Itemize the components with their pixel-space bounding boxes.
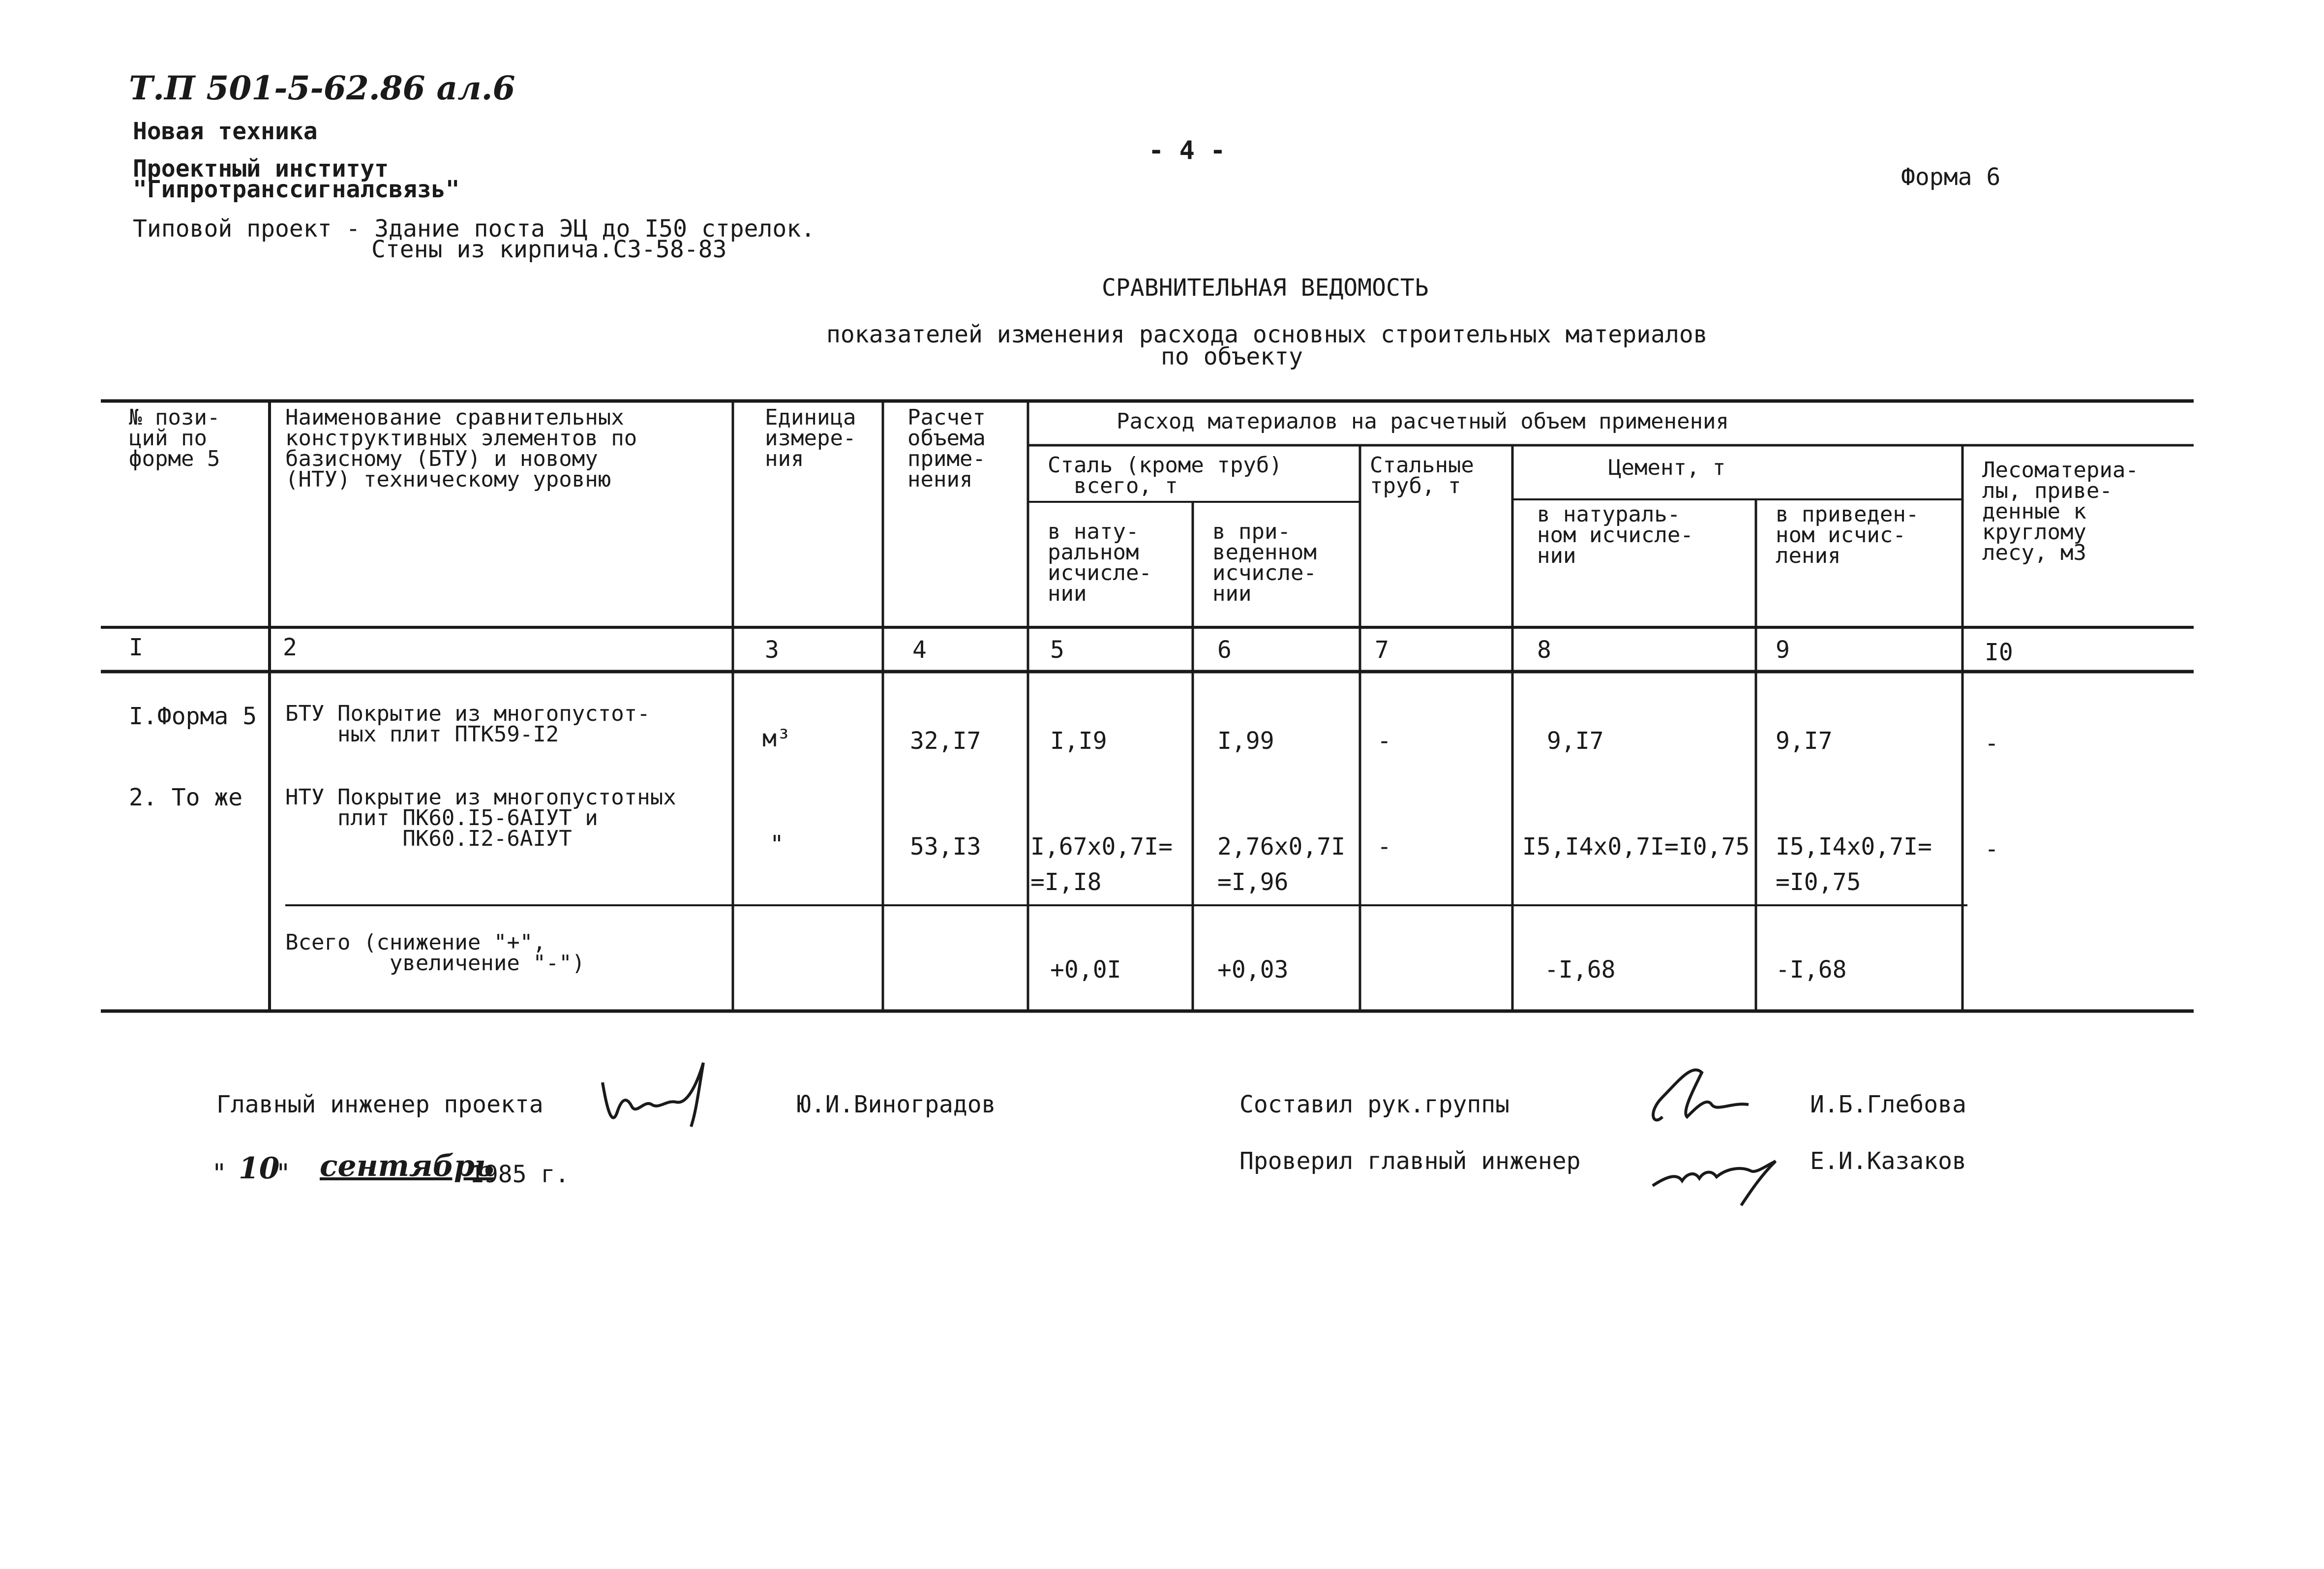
chief-engineer-name: Ю.И.Виноградов	[797, 1091, 996, 1118]
total-label: Всего (снижение "+", увеличение "-")	[285, 930, 585, 976]
column-number: 6	[1217, 636, 1232, 664]
row-2-element-name: НТУ Покрытие из многопустотных плит ПК60.I5-6АIУТ и ПК60.I2-6АIУТ	[285, 785, 676, 851]
page-number: - 4 -	[1148, 136, 1226, 165]
total-steel-reduced: +0,03	[1217, 956, 1289, 984]
header-steel-reduced: в при- веденном исчисле- нии	[1212, 519, 1317, 606]
date-year: 1985 г.	[470, 1161, 570, 1188]
total-cement-natural: -I,68	[1544, 956, 1616, 984]
date-open-quote: "	[211, 1159, 227, 1188]
column-number: I	[129, 634, 143, 661]
row-1-cement-reduced: 9,I7	[1776, 727, 1833, 755]
compiled-by-name: И.Б.Глебова	[1810, 1091, 1966, 1118]
header-unit: Единица измере- ния	[765, 405, 856, 471]
total-steel-natural: +0,0I	[1050, 956, 1121, 984]
row-1-steel-reduced: I,99	[1217, 727, 1274, 755]
subtitle-line-2: по объекту	[1161, 343, 1303, 370]
column-number: 9	[1776, 636, 1790, 664]
row-1-cement-natural: 9,I7	[1547, 727, 1604, 755]
column-number: I0	[1985, 639, 2013, 666]
org-line-2: Проектный институт	[133, 155, 389, 183]
header-cement: Цемент, т	[1608, 455, 1726, 480]
header-position: № пози- ций по форме 5	[129, 405, 220, 471]
org-line-3: "Гипротранссигналсвязь"	[133, 176, 460, 203]
form-label: Форма 6	[1901, 163, 2001, 191]
row-2-steel-pipes: -	[1377, 833, 1391, 861]
column-number: 7	[1375, 636, 1389, 664]
compiled-by-signature	[1643, 1058, 1756, 1137]
row-2-steel-natural: I,67х0,7I= =I,I8	[1030, 833, 1173, 896]
header-volume: Расчет объема приме- нения	[907, 405, 986, 492]
row-2-cement-reduced: I5,I4х0,7I= =I0,75	[1776, 833, 1932, 896]
row-1-steel-pipes: -	[1377, 727, 1391, 755]
date-month: сентябрь	[320, 1149, 494, 1183]
date-day: 10	[239, 1151, 280, 1186]
total-cement-reduced: -I,68	[1776, 956, 1847, 984]
header-material-consumption: Расход материалов на расчетный объем применения	[1117, 409, 1729, 434]
org-line-1: Новая техника	[133, 118, 318, 145]
chief-engineer-label: Главный инженер проекта	[216, 1091, 543, 1118]
row-1-position: I.Форма 5	[129, 703, 257, 730]
header-steel-natural: в нату- ральном исчисле- нии	[1048, 519, 1152, 606]
compiled-by-label: Составил рук.группы	[1239, 1091, 1510, 1118]
column-number: 2	[283, 634, 297, 661]
column-number: 5	[1050, 636, 1064, 664]
document-reference: Т.П 501-5-62.86 ал.6	[129, 69, 515, 107]
row-1-unit: м³	[762, 725, 791, 752]
checked-by-name: Е.И.Казаков	[1810, 1147, 1966, 1175]
row-2-cement-natural: I5,I4х0,7I=I0,75	[1522, 833, 1750, 861]
header-steel-pipes: Стальные труб, т	[1370, 453, 1474, 498]
row-2-timber: -	[1985, 835, 1999, 863]
header-cement-natural: в натураль- ном исчисле- нии	[1537, 502, 1693, 568]
chief-engineer-signature	[598, 1053, 711, 1137]
header-cement-reduced: в приведен- ном исчис- ления	[1776, 502, 1919, 568]
row-2-position: 2. То же	[129, 784, 243, 811]
header-steel: Сталь (кроме труб) всего, т	[1048, 453, 1282, 498]
column-number: 4	[912, 636, 927, 664]
row-1-timber: -	[1985, 730, 1999, 757]
header-timber: Лесоматериа- лы, приве- денные к круглому лесу, м3	[1982, 458, 2139, 565]
checked-by-signature	[1648, 1146, 1785, 1210]
document-title: СРАВНИТЕЛЬНАЯ ВЕДОМОСТЬ	[1102, 274, 1429, 302]
column-number: 3	[765, 636, 779, 664]
date-close-quote: "	[275, 1159, 291, 1188]
row-2-steel-reduced: 2,76х0,7I =I,96	[1217, 833, 1346, 896]
header-element-name: Наименование сравнительных конструктивных элементов по базисному (БТУ) и новому (НТУ) техническому уровню	[285, 405, 637, 492]
checked-by-label: Проверил главный инженер	[1239, 1147, 1581, 1175]
row-2-unit: "	[770, 831, 784, 858]
row-1-element-name: БТУ Покрытие из многопустот- ных плит ПТК59-I2	[285, 701, 650, 747]
row-2-volume: 53,I3	[910, 833, 981, 861]
column-number: 8	[1537, 636, 1551, 664]
project-line-1: Типовой проект - Здание поста ЭЦ до I50 стрелок.	[133, 215, 815, 243]
subtitle-line-1: показателей изменения расхода основных строительных материалов	[826, 321, 1708, 348]
row-1-steel-natural: I,I9	[1050, 727, 1107, 755]
row-1-volume: 32,I7	[910, 727, 981, 755]
project-line-2: Стены из кирпича.СЗ-58-83	[371, 236, 727, 263]
